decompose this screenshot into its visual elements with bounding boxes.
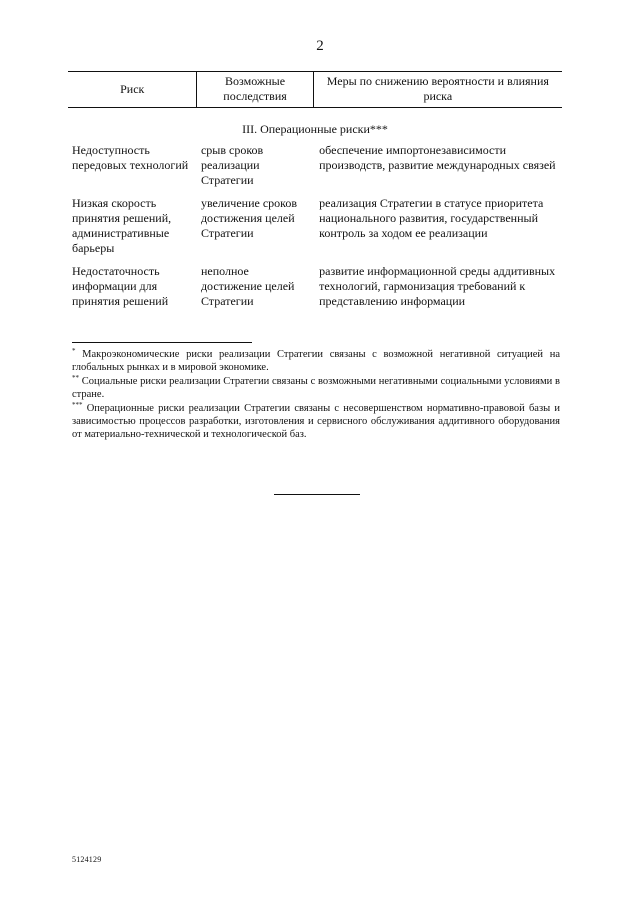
footnotes <box>72 348 560 442</box>
table-row <box>68 264 562 317</box>
end-of-document-divider <box>274 494 360 495</box>
cell-measures: реализация Стратегии в статусе приоритета национального развития, государственный контроль за ходом ее реализации <box>319 196 544 240</box>
footnote <box>72 375 560 401</box>
table-header-row <box>68 72 562 108</box>
footnote <box>72 402 560 441</box>
footnote-mark: * <box>72 347 76 355</box>
cell-risk: Недостаточность информации для принятия решений <box>72 264 169 308</box>
table-row <box>68 196 562 264</box>
table-row <box>68 143 562 196</box>
cell-consequences: срыв сроков реализации Стратегии <box>200 143 264 187</box>
cell-consequences: увеличение сроков достижения целей Стратегии <box>200 196 298 240</box>
page-number: 2 <box>316 38 324 54</box>
footnote-text: Операционные риски реализации Стратегии связаны с несовершенством нормативно-правовой базы и зависимостью процессов разработки, изготовления и сервисного обслуживания аддитивного оборудования от материально-технической и технологической баз. <box>72 403 560 440</box>
footnote-text: Макроэкономические риски реализации Стратегии связаны с возможной негативной ситуацией на глобальных рынках и в мировой экономике. <box>72 349 560 373</box>
section-title: III. Операционные риски*** <box>242 122 388 136</box>
footnote-text: Социальные риски реализации Стратегии связаны с возможными негативными социальными условиями в стране. <box>72 376 560 400</box>
header-measures: Меры по снижению вероятности и влияния риска <box>313 72 562 108</box>
cell-risk: Низкая скорость принятия решений, административные барьеры <box>72 196 172 255</box>
section-row <box>68 108 562 144</box>
footnote <box>72 348 560 374</box>
cell-measures: обеспечение импортонезависимости производств, развитие международных связей <box>319 143 556 172</box>
footnote-mark: ** <box>72 374 79 382</box>
risk-table <box>68 71 562 317</box>
header-consequences: Возможные последствия <box>197 72 313 108</box>
document-code: 5124129 <box>72 855 102 864</box>
footnote-divider <box>72 342 252 343</box>
cell-risk: Недоступность передовых технологий <box>72 143 189 172</box>
cell-measures: развитие информационной среды аддитивных технологий, гармонизация требований к представлению информации <box>319 264 556 308</box>
footnote-mark: *** <box>72 401 83 409</box>
header-risk: Риск <box>68 72 197 108</box>
cell-consequences: неполное достижение целей Стратегии <box>200 264 295 308</box>
